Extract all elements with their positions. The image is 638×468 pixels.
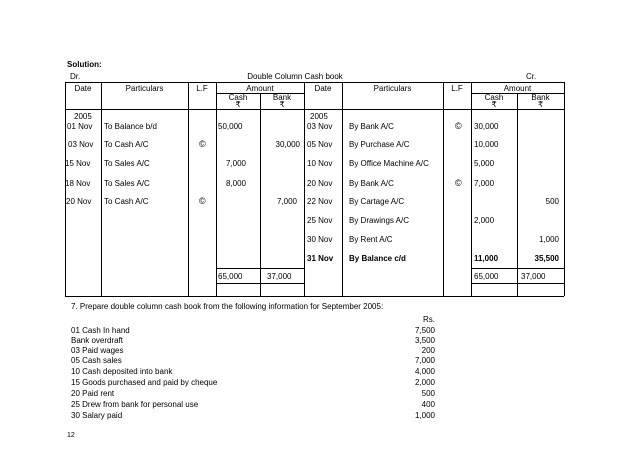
question-item-amount: 2,000: [414, 378, 435, 387]
debit-cash-header: Cash: [228, 93, 248, 102]
debit-bank-header: Bank: [272, 93, 292, 102]
debit-lf: ©: [199, 139, 206, 149]
question-item-amount: 1,000: [414, 411, 435, 420]
debit-date: 15 Nov: [65, 159, 91, 168]
question-item-amount: 4,000: [414, 367, 435, 376]
debit-date: 20 Nov: [66, 197, 92, 206]
question-item-label: 30 Salary paid: [71, 411, 123, 420]
question-item-label: 10 Cash deposited into bank: [71, 367, 173, 376]
credit-date: 05 Nov: [307, 140, 333, 149]
credit-particulars-header: Particulars: [373, 84, 412, 93]
credit-date: 30 Nov: [307, 235, 333, 244]
debit-total-cash: 65,000: [218, 272, 243, 281]
credit-cash: 30,000: [474, 122, 499, 131]
debit-bank-rupee: ₹: [279, 100, 285, 109]
debit-particulars: To Sales A/C: [104, 179, 150, 188]
question-unit: Rs.: [423, 315, 435, 324]
credit-cash: 10,000: [474, 140, 499, 149]
credit-bank: 1,000: [538, 235, 559, 244]
credit-cash: 2,000: [474, 216, 495, 225]
credit-label: Cr.: [526, 72, 537, 81]
page-number: 12: [67, 432, 75, 439]
debit-date: 18 Nov: [65, 179, 91, 188]
debit-bank: 30,000: [275, 140, 300, 149]
debit-particulars-header: Particulars: [125, 84, 164, 93]
credit-particulars: By Bank A/C: [349, 179, 394, 188]
question-item-amount: 3,500: [414, 336, 435, 345]
credit-particulars: By Rent A/C: [349, 235, 393, 244]
debit-year: 2005: [74, 112, 92, 121]
question-item-label: 01 Cash In hand: [71, 326, 130, 335]
question-item-label: 03 Paid wages: [71, 346, 124, 355]
debit-date-header: Date: [74, 84, 92, 93]
solution-label: Solution:: [67, 60, 102, 69]
credit-date: 20 Nov: [307, 179, 333, 188]
credit-bank-header: Bank: [531, 93, 550, 102]
debit-label: Dr.: [70, 72, 81, 81]
credit-cash-header: Cash: [484, 93, 504, 102]
credit-date: 22 Nov: [307, 197, 333, 206]
credit-bank: 500: [545, 197, 559, 206]
debit-total-bank: 37,000: [267, 272, 292, 281]
credit-lf-header: L.F: [451, 84, 463, 93]
credit-bank-rupee: ₹: [537, 100, 544, 109]
debit-cash: 8,000: [225, 179, 246, 188]
question-item-label: 15 Goods purchased and paid by cheque: [71, 378, 218, 387]
question-item-label: 05 Cash sales: [71, 356, 122, 365]
credit-date: 31 Nov: [307, 254, 334, 263]
debit-particulars: To Balance b/d: [104, 122, 157, 131]
debit-particulars: To Sales A/C: [104, 159, 150, 168]
book-title: Double Column Cash book: [247, 72, 343, 81]
debit-bank: 7,000: [276, 197, 297, 206]
credit-bank: 35,500: [534, 254, 559, 263]
credit-cash: 7,000: [474, 179, 495, 188]
debit-date: 03 Nov: [68, 140, 94, 149]
question-item-label: Bank overdraft: [71, 336, 124, 345]
question-item-amount: 7,500: [414, 326, 435, 335]
credit-particulars: By Purchase A/C: [349, 140, 410, 149]
credit-date: 10 Nov: [307, 159, 333, 168]
credit-date: 25 Nov: [307, 216, 333, 225]
credit-total-bank: 37,000: [521, 272, 546, 281]
credit-date-header: Date: [314, 84, 332, 93]
debit-cash: 7,000: [225, 159, 246, 168]
debit-particulars: To Cash A/C: [104, 197, 149, 206]
debit-lf-header: L.F: [196, 84, 208, 93]
credit-particulars: By Cartage A/C: [349, 197, 405, 206]
debit-cash-rupee: ₹: [235, 100, 241, 109]
debit-amount-header: Amount: [246, 84, 274, 93]
question-text: 7. Prepare double column cash book from the following information for September 2005:: [71, 302, 384, 311]
credit-cash: 11,000: [474, 254, 499, 263]
question-item-amount: 7,000: [414, 356, 435, 365]
debit-particulars: To Cash A/C: [104, 140, 149, 149]
credit-cash: 5,000: [474, 159, 495, 168]
credit-lf: ©: [455, 121, 462, 131]
credit-particulars: By Office Machine A/C: [349, 159, 429, 168]
debit-date: 01 Nov: [67, 122, 93, 131]
credit-lf: ©: [455, 178, 462, 188]
credit-particulars: By Bank A/C: [349, 122, 394, 131]
question-item-amount: 400: [421, 400, 435, 409]
question-item-amount: 200: [421, 346, 435, 355]
credit-cash-rupee: ₹: [491, 100, 497, 109]
debit-cash: 50,000: [218, 122, 243, 131]
debit-lf: ©: [199, 196, 206, 206]
question-item-label: 20 Paid rent: [71, 389, 115, 398]
credit-particulars: By Drawings A/C: [349, 216, 410, 225]
question-item-amount: 500: [421, 389, 435, 398]
credit-total-cash: 65,000: [474, 272, 499, 281]
credit-year: 2005: [310, 112, 328, 121]
credit-particulars: By Balance c/d: [349, 254, 406, 263]
question-item-label: 25 Drew from bank for personal use: [71, 400, 199, 409]
credit-date: 03 Nov: [307, 122, 333, 131]
credit-amount-header: Amount: [503, 84, 532, 93]
